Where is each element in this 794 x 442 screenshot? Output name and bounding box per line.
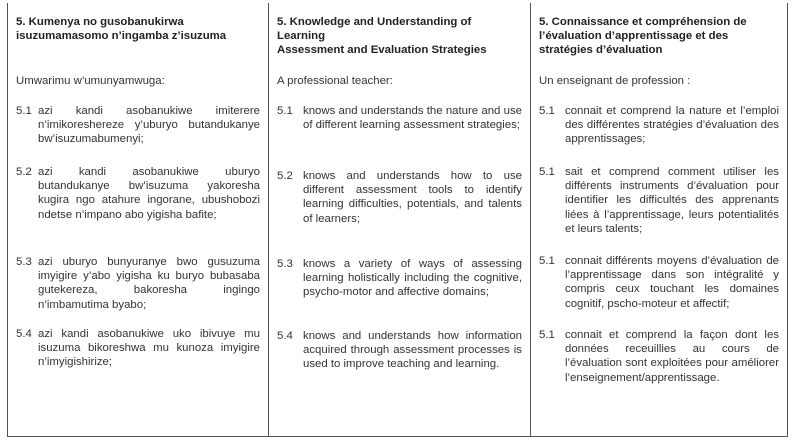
item-text: connait et comprend la façon dont les données receuillies au cours de l’évaluation sont exploitées pour améliorer l’enseignement/apprentissage. xyxy=(565,329,779,384)
item-text: azi kandi asobanukiwe uburyo butandukanye bw’isuzuma yakoresha kugira ngo atahure ingorane, ubushobozi ndetse n’impano abo yigisha bafite; xyxy=(38,166,260,221)
item-number: 5.3 xyxy=(277,258,293,270)
item-number: 5.1 xyxy=(277,105,293,117)
intro-text: A professional teacher: xyxy=(277,75,393,87)
column-french xyxy=(530,3,788,437)
heading-line: stratégies d’évaluation xyxy=(539,44,663,56)
item-number: 5.2 xyxy=(16,166,32,178)
heading-line: 5. Kumenya no gusobanukirwa xyxy=(16,16,184,28)
column-english xyxy=(268,3,530,437)
item-number: 5.1 xyxy=(539,166,555,178)
list-item xyxy=(277,329,522,372)
item-text: connait différents moyens d’évaluation de l’apprentissage dans son intégralité y compris ceux touchant les domaines cognitif, pscho-moteur et affectif; xyxy=(565,255,779,310)
heading-line: 5. Knowledge and Understanding of Learning xyxy=(277,16,472,42)
list-item xyxy=(539,104,779,147)
column-kinyarwanda xyxy=(7,3,268,437)
table-bottom-border xyxy=(7,436,788,437)
item-number: 5.1 xyxy=(539,105,555,117)
list-item xyxy=(16,104,260,147)
column-heading xyxy=(539,8,779,66)
list-item xyxy=(277,169,522,226)
heading-line: Assessment and Evaluation Strategies xyxy=(277,44,487,56)
item-text: knows a variety of ways of assessing learning holistically including the cognitive, psycho-motor and affective domains; xyxy=(303,258,522,299)
item-text: azi kandi asobanukiwe imiterere n’imikoreshereze y’uburyo butandukanye bw’isuzumabumenyi; xyxy=(38,105,260,146)
heading-line: 5. Connaissance et compréhension de xyxy=(539,16,747,28)
list-item xyxy=(16,165,260,222)
list-item xyxy=(277,104,522,132)
intro-text: Umwarimu w’umunyamwuga: xyxy=(16,75,165,87)
heading-line: l’évaluation d’apprentissage et des xyxy=(539,30,729,42)
intro-text: Un enseignant de profession : xyxy=(539,75,691,87)
column-heading xyxy=(16,8,260,66)
item-text: knows and understands the nature and use of different learning assessment strategies; xyxy=(303,105,522,132)
column-heading xyxy=(277,8,522,66)
item-text: azi uburyo bunyuranye bwo gusuzuma imyigire y’abo yigisha ku buryo bubasaba gutekereza, bakoresha ingingo n’imbamutima byabo; xyxy=(38,256,260,311)
list-item xyxy=(277,257,522,300)
list-item xyxy=(539,328,779,385)
item-text: knows and understands how information acquired through assessment processes is used to improve teaching and learning. xyxy=(303,330,522,371)
item-number: 5.3 xyxy=(16,256,32,268)
item-text: sait et comprend comment utiliser les différents instruments d’évaluation pour identifier les difficultés des apprenants liées à l’apprentissage, leurs potentialités et leurs talents; xyxy=(565,166,779,235)
item-number: 5.2 xyxy=(277,170,293,182)
heading-line: isuzumamasomo n’ingamba z’isuzuma xyxy=(16,30,227,42)
item-text: azi kandi asobanukiwe uko ibivuye mu isuzuma bikoreshwa mu kunoza imyigire n’imyigishirize; xyxy=(38,328,260,369)
item-number: 5.1 xyxy=(539,255,555,267)
list-item xyxy=(16,327,260,370)
item-text: connait et comprend la nature et l’emploi des différentes stratégies d’évaluation des apprentissages; xyxy=(565,105,779,146)
item-number: 5.4 xyxy=(16,328,32,340)
item-number: 5.4 xyxy=(277,330,293,342)
list-item xyxy=(16,255,260,312)
list-item xyxy=(539,254,779,311)
list-item xyxy=(539,165,779,236)
item-number: 5.1 xyxy=(539,329,555,341)
item-number: 5.1 xyxy=(16,105,32,117)
item-text: knows and understands how to use different assessment tools to identify learning difficulties, potentials, and talents of learners; xyxy=(303,170,522,225)
